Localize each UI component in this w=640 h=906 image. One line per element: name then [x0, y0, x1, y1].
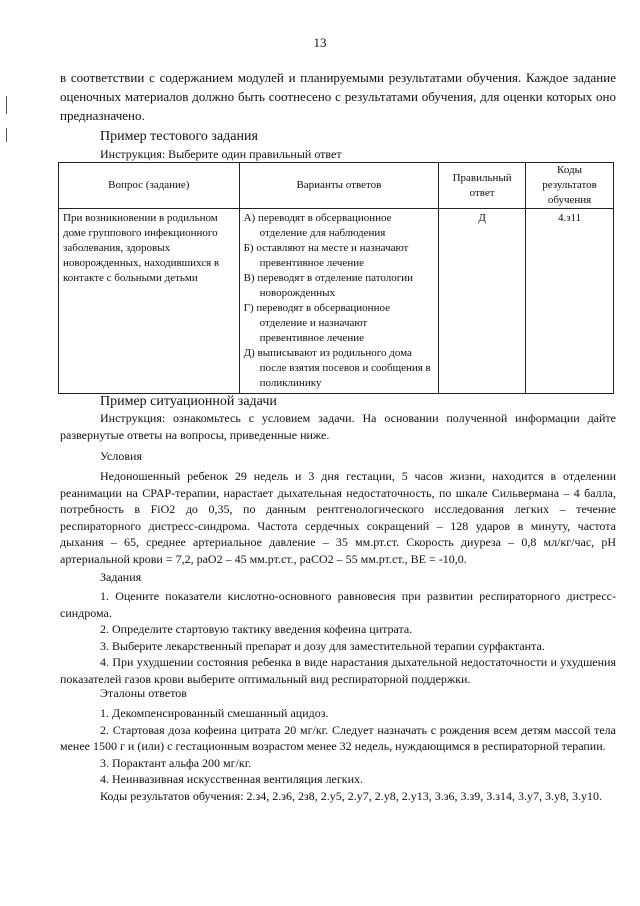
- answer-option: В) переводят в отделение патологии новорожденных: [243, 272, 414, 299]
- answers-list: [60, 705, 616, 804]
- codes-cell: 4.з11: [526, 209, 614, 394]
- conditions-text: Недоношенный ребенок 29 недель и 3 дня гестации, 5 часов жизни, находится в отделении реанимации на CPAP-терапии, нарастает дыхательная недостаточность, по шкале Сильвермана – 4 балла, потребность в FiO2 до 0,35, по данным рентгенологического исследования легких – течение респираторного дистресс-синдрома. Частота сердечных сокращений – 128 ударов в минуту, частота дыхания – 65, среднее артериальное давление – 35 мм.рт.ст. Скорость диуреза – 0,8 мл/кг/час, pH артериальной крови = 7,2, раО2 – 45 мм.рт.ст., раСО2 – 55 мм.рт.ст., BE = -10,0.: [60, 469, 616, 566]
- test-instruction: Инструкция: Выберите один правильный ответ: [100, 147, 342, 161]
- table-header-row: [59, 163, 614, 209]
- scan-margin-mark: [6, 96, 7, 114]
- answer-option: А) переводят в обсервационное отделение для наблюдения: [243, 212, 392, 239]
- answer-option: Б) оставляют на месте и назначают превентивное лечение: [243, 242, 409, 269]
- conditions-heading: Условия: [100, 449, 142, 463]
- task-item: 2. Определите стартовую тактику введения кофеина цитрата.: [100, 622, 413, 636]
- options-cell: [239, 209, 439, 394]
- answers-heading: Эталоны ответов: [100, 686, 187, 700]
- task-item: 1. Оцените показатели кислотно-основного равновесия при развитии респираторного дистресс-синдрома.: [60, 589, 616, 620]
- case-instruction: Инструкция: ознакомьтесь с условием задачи. На основании полученной информации дайте развернутые ответы на вопросы, приведенные ниже.: [60, 411, 616, 442]
- case-example-heading: Пример ситуационной задачи: [100, 394, 277, 409]
- correct-answer-cell: Д: [439, 209, 526, 394]
- question-cell: При возникновении в родильном доме группового инфекционного заболевания, здоровых новорожденных, находившихся в контакте с больными детьми: [59, 209, 240, 394]
- scan-margin-mark: [6, 128, 7, 142]
- header-question: Вопрос (задание): [59, 163, 240, 209]
- answer-item: 1. Декомпенсированный смешанный ацидоз.: [100, 706, 329, 720]
- header-options: Варианты ответов: [239, 163, 439, 209]
- tasks-list: [60, 588, 616, 687]
- tasks-heading: Задания: [100, 570, 142, 584]
- learning-codes-line: Коды результатов обучения: 2.з4, 2.з6, 2з8, 2.у5, 2.у7, 2.у8, 2.у13, 3.з6, 3.з9, 3.з14, 3.у7, 3.у8, 3.у10.: [100, 788, 602, 803]
- answer-item: 4. Неинвазивная искусственная вентиляция легких.: [100, 772, 364, 786]
- task-item: 4. При ухудшении состояния ребенка в виде нарастания дыхательной недостаточности и ухудшения показателей газов крови выберите оптимальный вид респираторной поддержки.: [60, 655, 616, 686]
- task-item: 3. Выберите лекарственный препарат и дозу для заместительной терапии сурфактанта.: [100, 638, 545, 653]
- answer-item: 2. Стартовая доза кофеина цитрата 20 мг/кг. Следует назначать с рождения всем детям массой тела менее 1500 г и (или) с гестационным возрастом менее 32 недель, нуждающимся в респираторной терапии.: [60, 722, 616, 753]
- header-codes: Коды результатов обучения: [526, 163, 614, 209]
- test-example-heading: Пример тестового задания: [100, 129, 258, 144]
- intro-paragraph: в соответствии с содержанием модулей и планируемыми результатами обучения. Каждое задание оценочных материалов должно быть соотнесено с результатами обучения, для оценки которых оно предназначено.: [60, 70, 616, 123]
- header-correct-answer: Правильный ответ: [439, 163, 526, 209]
- answer-item: 3. Порактант альфа 200 мг/кг.: [100, 755, 252, 770]
- test-task-table: [58, 162, 614, 394]
- answer-option: Д) выписывают из родильного дома после взятия посевов и сообщения в поликлинику: [243, 347, 431, 389]
- answer-option: Г) переводят в обсервационное отделение и назначают превентивное лечение: [243, 302, 390, 344]
- page-number: 13: [313, 35, 327, 50]
- table-row: [59, 209, 614, 394]
